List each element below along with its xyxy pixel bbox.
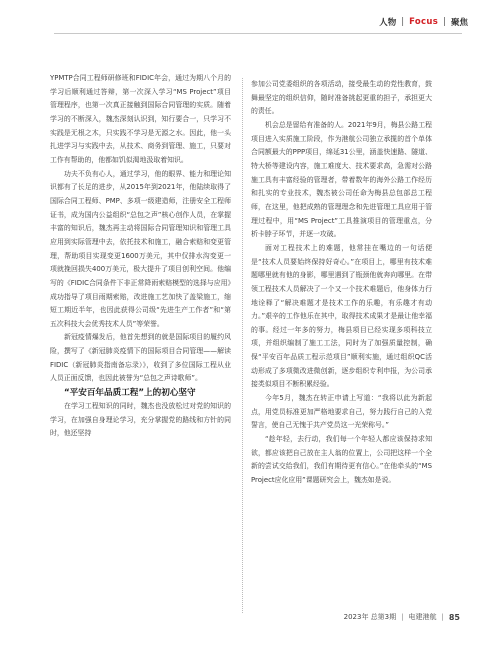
section-heading: “平安百年品质工程”上的初心坚守 <box>64 388 196 399</box>
header-divider <box>54 33 462 34</box>
page-footer <box>344 612 460 622</box>
paragraph: 今年5月，魏杰在转正申请上写道：“我将以此为新起点，用党员标准更加严格地要求自己，努力践行自己的入党誓言，使自己无愧于共产党员这一光荣称号。” <box>251 394 432 430</box>
paragraph: YPMTP合同工程师研修班和FIDIC年会，通过为期八个月的学习后顺利通过答辩，第一次深入学习“MS Project”项目管理程序，也第一次真正接触到国际合同管理的实质。随着学习的不断深入，魏杰深刻认识到，知行要合一，只学习不实践是无根之木，只实践不学习是无源之水。因此，他一头扎进学习与实践中去，从技术、商务到管理、施工，只要对工作有帮助的，他都如饥似渴地汲取着知识。 <box>50 74 231 164</box>
paragraph: 机会总是留给有准备的人。2021年9月，梅县公路工程项目进入实质施工阶段，作为港航公司独立承揽的首个单体合同额最大的PPP项目，绵延31公里，涵盖快速路、隧道、特大桥等建设内容，施工难度大、技术要求高，急需对公路施工具有丰富经验的管理者，带着数年的海外公路工作经历和扎实的专业技术，魏杰被公司任命为梅县总包部总工程师，在这里，他把成熟的管理理念和先进管理工具应用于管理过程中，用“MS Project”工具推演项目的管理重点，分析卡脖子环节，并逐一攻破。 <box>251 120 432 239</box>
footer-separator: | <box>441 613 444 621</box>
page-number: 85 <box>448 612 460 622</box>
paragraph: 功夫不负有心人，通过学习，他的眼界、能力和理论知识都有了长足的进步，从2015年到2021年，他陆续取得了国际合同工程师、PMP、多项一级建造师，注册安全工程师证书，成为国内公益组织“总包之声”核心创作人员，在掌握丰富的知识后，魏杰再主动将国际合同管理知识和管理工具应用到实际管理中去，依托技术和施工，融合索赔和变更管理，帮助项目实现变更1600万美元，其中仅排水沟变更一项就挽回损失400万美元，极大提升了项目创利空间。他编写的《FIDIC合同条件下非正常降雨索赔模型的选择与应用》成功指导了项目雨期索赔，改进施工艺加快了盖梁施工，缩短工期近半年，也因此获得公司级“先进生产工作者”和“第五次科技大会优秀技术人员”等荣誉。 <box>50 169 231 328</box>
header-nav <box>379 13 468 31</box>
header-separator: | <box>401 17 405 27</box>
paragraph: 在学习工程知识的同时，魏杰也没放松过对党的知识的学习，在加强自身理论学习，充分掌握党的路线和方针的同时，他还坚持 <box>50 402 231 438</box>
header-focus-label: Focus <box>409 17 439 27</box>
page-header <box>0 0 480 36</box>
paragraph: “趁年轻，去行动，我们每一个年轻人都应该保持求知欲，都应该把自己放在主人翁的位置上，公司把这样一个全新的尝试交给我们，我们有期待更有信心。”在他牵头的“MS Project应化应用”课题研究会上，魏杰如是说。 <box>251 435 432 485</box>
header-category-label: 聚焦 <box>450 18 468 28</box>
footer-issue: 2023年 总第3期 <box>343 613 397 621</box>
left-column <box>50 72 231 441</box>
header-section-label: 人物 <box>379 18 397 28</box>
right-column <box>251 78 432 488</box>
paragraph: 参加公司党委组织的各项活动，接受最生动的党性教育，鼓舞最坚定的组织信仰，随时准备挑起更重的担子，承担更大的责任。 <box>251 80 432 116</box>
header-separator: | <box>443 17 446 27</box>
footer-separator: | <box>401 613 404 621</box>
column-divider <box>242 78 243 613</box>
paragraph: 新冠疫情爆发后，他首先想到的就是国际项目的履约风险，撰写了《新冠肺炎疫情下的国际项目合同管理——解读FIDIC（新冠肺炎指南备忘录）》，收到了多位国际工程从业人员正面反馈，也因此被誉为“总包之声诗歌师”。 <box>50 333 231 383</box>
footer-publication: 电建港航 <box>408 613 437 621</box>
paragraph: 面对工程技术上的难题，他常挂在嘴边的一句话便是“技术人员要始终保持好奇心。”在项目上，哪里有技术难题哪里就有他的身影，哪里遇到了瓶颈他就奔向哪里。在带领工程技术人员解决了一个又一个技术难题后，他身体力行地诠释了“解决难题才是技术工作的乐趣，有乐趣才有动力。”艰辛的工作他乐在其中，取得技术成果才是最让他幸福的事。经过一年多的努力，梅县项目已经实现多项科技立项，并组织编制了施工工法，同时为了加强质量控制，确保“平安百年品质工程示范项目”顺利实施，通过组织QC活动形成了多项微改进微创新，逐步组织专利申报，为公司承接类似项目不断积累经验。 <box>251 243 432 389</box>
